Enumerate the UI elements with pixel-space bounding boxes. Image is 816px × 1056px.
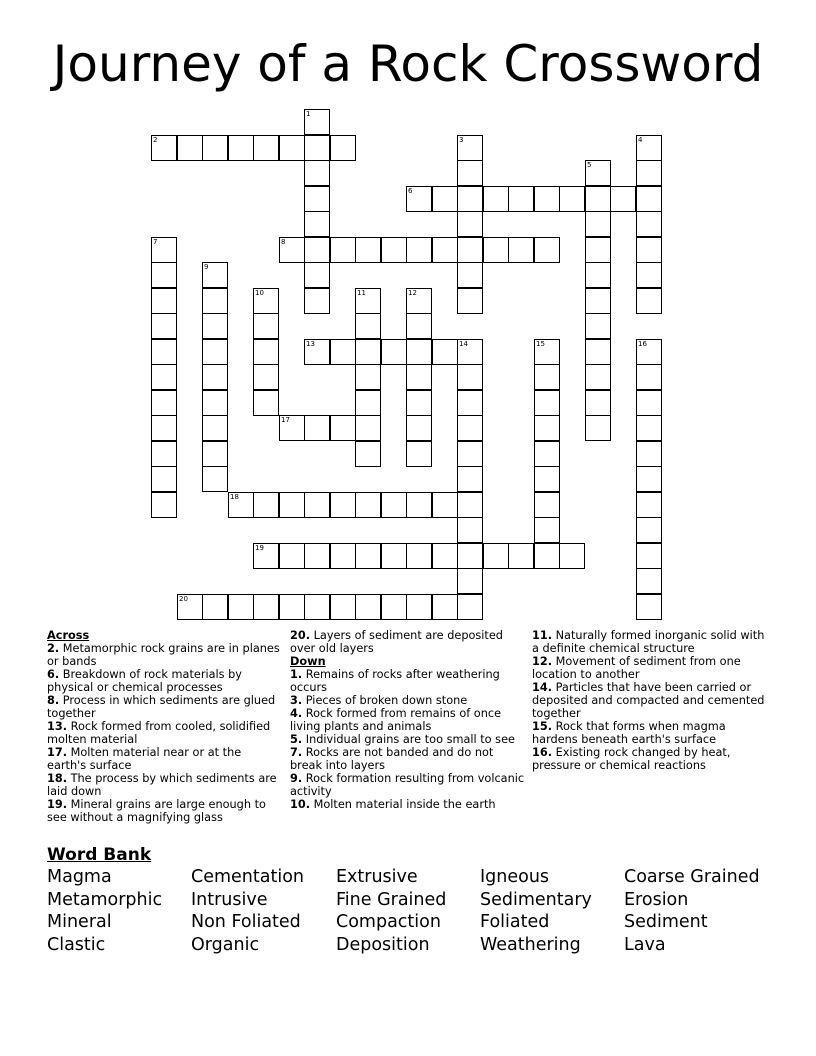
grid-cell[interactable] — [202, 262, 228, 288]
grid-cell[interactable] — [355, 390, 381, 416]
clue-number-label: 5. — [290, 733, 303, 746]
grid-cell[interactable] — [279, 135, 305, 161]
grid-cell[interactable] — [381, 543, 407, 569]
grid-cell[interactable] — [585, 288, 611, 314]
clue-number: 14 — [459, 340, 468, 348]
grid-cell[interactable] — [457, 466, 483, 492]
grid-cell[interactable] — [406, 186, 432, 212]
word-bank-word: Compaction — [336, 912, 441, 933]
across-heading: Across — [47, 629, 90, 642]
grid-cell[interactable] — [202, 415, 228, 441]
grid-cell[interactable] — [457, 135, 483, 161]
grid-cell[interactable] — [355, 313, 381, 339]
grid-cell[interactable] — [636, 466, 662, 492]
grid-cell[interactable] — [534, 364, 560, 390]
grid-cell[interactable] — [151, 390, 177, 416]
clue-text: Breakdown of rock materials by physical or chemical processes — [47, 668, 242, 694]
grid-cell[interactable] — [457, 288, 483, 314]
grid-cell[interactable] — [432, 543, 458, 569]
grid-cell[interactable] — [228, 492, 254, 518]
grid-cell[interactable] — [304, 135, 330, 161]
clue-number: 17 — [281, 416, 290, 424]
grid-cell[interactable] — [151, 262, 177, 288]
grid-cell[interactable] — [330, 339, 356, 365]
grid-cell[interactable] — [636, 594, 662, 620]
grid-cell[interactable] — [636, 237, 662, 263]
clue-text: Rock formed from remains of once living plants and animals — [290, 707, 502, 733]
grid-cell[interactable] — [304, 492, 330, 518]
grid-cell[interactable] — [253, 288, 279, 314]
grid-cell[interactable] — [636, 186, 662, 212]
down-clue-list — [290, 668, 525, 811]
grid-cell[interactable] — [151, 492, 177, 518]
grid-cell[interactable] — [585, 211, 611, 237]
clue-item — [47, 668, 282, 694]
grid-cell[interactable] — [406, 364, 432, 390]
clue-column-3 — [532, 629, 767, 772]
grid-cell[interactable] — [636, 441, 662, 467]
grid-cell[interactable] — [304, 160, 330, 186]
clue-number-label: 7. — [290, 746, 303, 759]
grid-cell[interactable] — [355, 364, 381, 390]
grid-cell[interactable] — [585, 339, 611, 365]
grid-cell[interactable] — [406, 492, 432, 518]
clue-number: 11 — [357, 289, 366, 297]
grid-cell[interactable] — [534, 543, 560, 569]
grid-cell[interactable] — [457, 568, 483, 594]
grid-cell[interactable] — [202, 594, 228, 620]
grid-cell[interactable] — [406, 390, 432, 416]
grid-cell[interactable] — [202, 339, 228, 365]
clue-number-label: 6. — [47, 668, 60, 681]
grid-cell[interactable] — [151, 288, 177, 314]
clue-item — [47, 798, 282, 824]
grid-cell[interactable] — [585, 390, 611, 416]
grid-cell[interactable] — [381, 339, 407, 365]
grid-cell[interactable] — [355, 543, 381, 569]
grid-cell[interactable] — [636, 568, 662, 594]
grid-cell[interactable] — [304, 543, 330, 569]
grid-cell[interactable] — [355, 339, 381, 365]
grid-cell[interactable] — [534, 237, 560, 263]
grid-cell[interactable] — [585, 262, 611, 288]
word-bank-word: Sediment — [624, 912, 708, 933]
grid-cell[interactable] — [304, 262, 330, 288]
clue-number: 1 — [306, 110, 311, 118]
clue-number: 15 — [536, 340, 545, 348]
clue-number-label: 20. — [290, 629, 311, 642]
clue-number-label: 2. — [47, 642, 60, 655]
grid-cell[interactable] — [151, 237, 177, 263]
grid-cell[interactable] — [534, 517, 560, 543]
clue-text: Molten material inside the earth — [310, 798, 496, 811]
grid-cell[interactable] — [253, 364, 279, 390]
clue-number: 2 — [153, 136, 158, 144]
grid-cell[interactable] — [355, 594, 381, 620]
grid-cell[interactable] — [457, 390, 483, 416]
grid-cell[interactable] — [457, 262, 483, 288]
word-bank-word: Weathering — [480, 934, 581, 955]
grid-cell[interactable] — [457, 543, 483, 569]
grid-cell[interactable] — [457, 492, 483, 518]
grid-cell[interactable] — [636, 339, 662, 365]
grid-cell[interactable] — [151, 313, 177, 339]
clue-text: Rock formed from cooled, solidified molten material — [47, 720, 271, 746]
grid-cell[interactable] — [457, 211, 483, 237]
grid-cell[interactable] — [151, 441, 177, 467]
clue-number-label: 15. — [532, 720, 553, 733]
grid-cell[interactable] — [330, 492, 356, 518]
word-bank-title: Word Bank — [47, 845, 152, 865]
grid-cell[interactable] — [406, 237, 432, 263]
clue-item — [47, 746, 282, 772]
grid-cell[interactable] — [457, 237, 483, 263]
clue-column-2 — [290, 629, 525, 811]
grid-cell[interactable] — [534, 186, 560, 212]
page-title: Journey of a Rock Crossword — [52, 35, 764, 93]
grid-cell[interactable] — [355, 415, 381, 441]
word-bank-word: Coarse Grained — [624, 867, 760, 887]
grid-cell[interactable] — [279, 492, 305, 518]
grid-cell[interactable] — [381, 237, 407, 263]
grid-cell[interactable] — [151, 339, 177, 365]
clue-text: Individual grains are too small to see — [302, 733, 515, 746]
grid-cell[interactable] — [559, 543, 585, 569]
clue-number: 16 — [638, 340, 647, 348]
grid-cell[interactable] — [636, 390, 662, 416]
word-bank-word: Extrusive — [336, 867, 418, 887]
grid-cell[interactable] — [202, 466, 228, 492]
grid-cell[interactable] — [432, 186, 458, 212]
grid-cell[interactable] — [202, 441, 228, 467]
grid-cell[interactable] — [636, 288, 662, 314]
clue-item — [532, 655, 767, 681]
clue-number-label: 16. — [532, 746, 553, 759]
clue-text: Rocks are not banded and do not break into layers — [290, 746, 494, 772]
grid-cell[interactable] — [406, 313, 432, 339]
grid-cell[interactable] — [585, 160, 611, 186]
clue-number-label: 12. — [532, 655, 553, 668]
grid-cell[interactable] — [304, 339, 330, 365]
clue-item — [532, 681, 767, 720]
clue-text: Particles that have been carried or deposited and compacted and cemented together — [532, 681, 765, 720]
grid-cell[interactable] — [457, 517, 483, 543]
clue-text: Rock that forms when magma hardens beneath earth's surface — [532, 720, 726, 746]
grid-cell[interactable] — [636, 160, 662, 186]
grid-cell[interactable] — [253, 313, 279, 339]
grid-cell[interactable] — [585, 415, 611, 441]
clue-text: Movement of sediment from one location to another — [532, 655, 741, 681]
grid-cell[interactable] — [355, 237, 381, 263]
grid-cell[interactable] — [483, 543, 509, 569]
grid-cell[interactable] — [636, 543, 662, 569]
clue-number-label: 17. — [47, 746, 68, 759]
clue-item — [290, 707, 525, 733]
grid-cell[interactable] — [253, 135, 279, 161]
clue-number-label: 19. — [47, 798, 68, 811]
clue-item — [290, 629, 525, 655]
clue-number: 10 — [255, 289, 264, 297]
clue-number-label: 10. — [290, 798, 311, 811]
clue-item — [290, 772, 525, 798]
grid-cell[interactable] — [304, 594, 330, 620]
clue-item — [47, 694, 282, 720]
grid-cell[interactable] — [279, 415, 305, 441]
clue-text: Remains of rocks after weathering occurs — [290, 668, 500, 694]
clue-item — [290, 746, 525, 772]
down-heading: Down — [290, 655, 326, 668]
clue-item — [532, 629, 767, 655]
grid-cell[interactable] — [177, 594, 203, 620]
clue-number: 18 — [230, 493, 239, 501]
grid-cell[interactable] — [151, 466, 177, 492]
clue-number: 20 — [179, 595, 188, 603]
grid-cell[interactable] — [279, 594, 305, 620]
word-bank-word: Erosion — [624, 889, 689, 910]
grid-cell[interactable] — [279, 543, 305, 569]
grid-cell[interactable] — [483, 237, 509, 263]
grid-cell[interactable] — [432, 594, 458, 620]
clue-text: Rock formation resulting from volcanic activity — [290, 772, 525, 798]
grid-cell[interactable] — [355, 441, 381, 467]
word-bank-word: Fine Grained — [336, 889, 447, 910]
clue-item — [532, 746, 767, 772]
across-clue-list-continued — [290, 629, 525, 655]
grid-cell[interactable] — [432, 492, 458, 518]
word-bank-word: Foliated — [480, 912, 550, 933]
clue-number-label: 18. — [47, 772, 68, 785]
word-bank-word: Magma — [47, 867, 112, 887]
clue-number: 6 — [408, 187, 413, 195]
clue-number-label: 13. — [47, 720, 68, 733]
clue-number: 19 — [255, 544, 264, 552]
word-bank-word: Clastic — [47, 934, 106, 955]
word-bank-word: Non Foliated — [191, 912, 301, 933]
word-bank-word: Intrusive — [191, 889, 268, 910]
grid-cell[interactable] — [406, 415, 432, 441]
clue-text: Pieces of broken down stone — [302, 694, 468, 707]
grid-cell[interactable] — [330, 543, 356, 569]
grid-cell[interactable] — [304, 288, 330, 314]
grid-cell[interactable] — [534, 441, 560, 467]
grid-cell[interactable] — [457, 415, 483, 441]
grid-cell[interactable] — [330, 135, 356, 161]
clue-number: 9 — [204, 263, 209, 271]
word-bank-word: Metamorphic — [47, 889, 163, 910]
word-bank-word: Lava — [624, 934, 666, 955]
clue-number-label: 11. — [532, 629, 553, 642]
clue-item — [290, 668, 525, 694]
grid-cell[interactable] — [636, 517, 662, 543]
clue-column-1 — [47, 629, 282, 824]
clue-text: Naturally formed inorganic solid with a definite chemical structure — [532, 629, 765, 655]
grid-cell[interactable] — [406, 288, 432, 314]
grid-cell[interactable] — [534, 390, 560, 416]
grid-cell[interactable] — [534, 415, 560, 441]
word-bank-word: Deposition — [336, 934, 430, 955]
grid-cell[interactable] — [636, 262, 662, 288]
grid-cell[interactable] — [534, 492, 560, 518]
grid-cell[interactable] — [151, 364, 177, 390]
clue-number-label: 9. — [290, 772, 303, 785]
word-bank-word: Igneous — [480, 867, 550, 887]
grid-cell[interactable] — [253, 390, 279, 416]
grid-cell[interactable] — [202, 390, 228, 416]
grid-cell[interactable] — [330, 415, 356, 441]
grid-cell[interactable] — [330, 237, 356, 263]
clue-text: Layers of sediment are deposited over old layers — [290, 629, 503, 655]
grid-cell[interactable] — [304, 109, 330, 135]
clue-number: 7 — [153, 238, 158, 246]
grid-cell[interactable] — [636, 415, 662, 441]
grid-cell[interactable] — [177, 135, 203, 161]
grid-cell[interactable] — [253, 543, 279, 569]
grid-cell[interactable] — [636, 492, 662, 518]
grid-cell[interactable] — [253, 492, 279, 518]
clue-item — [47, 772, 282, 798]
clue-text: Metamorphic rock grains are in planes or bands — [47, 642, 280, 668]
clue-text: Molten material near or at the earth's surface — [47, 746, 242, 772]
grid-cell[interactable] — [304, 186, 330, 212]
grid-cell[interactable] — [304, 237, 330, 263]
word-bank-word: Sedimentary — [480, 889, 592, 910]
grid-cell[interactable] — [534, 339, 560, 365]
clue-number: 4 — [638, 136, 643, 144]
grid-cell[interactable] — [381, 492, 407, 518]
grid-cell[interactable] — [457, 364, 483, 390]
grid-cell[interactable] — [483, 186, 509, 212]
grid-cell[interactable] — [355, 288, 381, 314]
clue-item — [47, 720, 282, 746]
grid-cell[interactable] — [406, 441, 432, 467]
clue-number: 13 — [306, 340, 315, 348]
grid-cell[interactable] — [406, 594, 432, 620]
grid-cell[interactable] — [253, 594, 279, 620]
grid-cell[interactable] — [457, 441, 483, 467]
grid-cell[interactable] — [585, 364, 611, 390]
grid-cell[interactable] — [228, 594, 254, 620]
clue-number-label: 3. — [290, 694, 303, 707]
grid-cell[interactable] — [151, 415, 177, 441]
clue-number-label: 14. — [532, 681, 553, 694]
grid-cell[interactable] — [534, 466, 560, 492]
grid-cell[interactable] — [151, 135, 177, 161]
grid-cell[interactable] — [202, 288, 228, 314]
clue-text: Existing rock changed by heat, pressure or chemical reactions — [532, 746, 731, 772]
clue-number: 5 — [587, 161, 592, 169]
clue-number-label: 4. — [290, 707, 303, 720]
across-clue-list — [47, 642, 282, 824]
grid-cell[interactable] — [610, 186, 636, 212]
grid-cell[interactable] — [304, 415, 330, 441]
grid-cell[interactable] — [330, 594, 356, 620]
clue-item — [47, 642, 282, 668]
clue-number: 8 — [281, 238, 286, 246]
clue-text: Mineral grains are large enough to see without a magnifying glass — [47, 798, 266, 824]
word-bank-word: Organic — [191, 934, 260, 955]
grid-cell[interactable] — [508, 186, 534, 212]
grid-cell[interactable] — [228, 135, 254, 161]
clue-item — [290, 798, 525, 811]
clue-number-label: 8. — [47, 694, 60, 707]
grid-cell[interactable] — [457, 339, 483, 365]
grid-cell[interactable] — [202, 364, 228, 390]
grid-cell[interactable] — [406, 543, 432, 569]
grid-cell[interactable] — [457, 186, 483, 212]
clue-text: The process by which sediments are laid down — [47, 772, 277, 798]
grid-cell[interactable] — [432, 237, 458, 263]
grid-cell[interactable] — [202, 313, 228, 339]
grid-cell[interactable] — [304, 211, 330, 237]
grid-cell[interactable] — [508, 543, 534, 569]
grid-cell[interactable] — [585, 313, 611, 339]
grid-cell[interactable] — [636, 211, 662, 237]
grid-cell[interactable] — [559, 186, 585, 212]
grid-cell[interactable] — [585, 186, 611, 212]
grid-cell[interactable] — [432, 339, 458, 365]
clue-item — [290, 694, 525, 707]
clue-number-label: 1. — [290, 668, 303, 681]
grid-cell[interactable] — [508, 237, 534, 263]
grid-cell[interactable] — [202, 135, 228, 161]
grid-cell[interactable] — [406, 339, 432, 365]
grid-cell[interactable] — [457, 594, 483, 620]
clue-text: Process in which sediments are glued together — [47, 694, 276, 720]
down-clue-list-continued — [532, 629, 767, 772]
word-bank-word: Cementation — [191, 867, 304, 887]
grid-cell[interactable] — [585, 237, 611, 263]
grid-cell[interactable] — [355, 492, 381, 518]
grid-cell[interactable] — [253, 339, 279, 365]
grid-cell[interactable] — [279, 237, 305, 263]
grid-cell[interactable] — [381, 594, 407, 620]
word-bank-word: Mineral — [47, 912, 112, 933]
clue-number: 12 — [408, 289, 417, 297]
clue-item — [532, 720, 767, 746]
clue-number: 3 — [459, 136, 464, 144]
grid-cell[interactable] — [457, 160, 483, 186]
clue-item — [290, 733, 525, 746]
grid-cell[interactable] — [636, 135, 662, 161]
grid-cell[interactable] — [636, 364, 662, 390]
